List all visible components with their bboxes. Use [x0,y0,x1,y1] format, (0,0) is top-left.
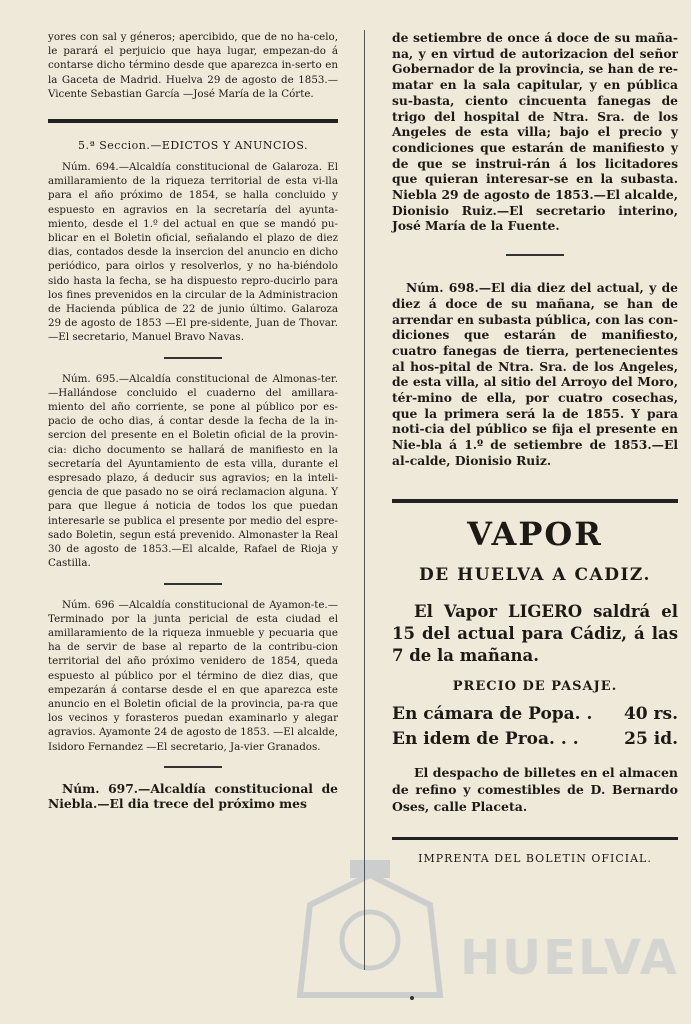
ticket-office-note: El despacho de billetes en el almacen de refino y comestibles de D. Bernardo Oses, calle Placeta. [392,764,678,814]
right-column [392,30,678,865]
watermark-text: HUELVA [460,930,679,986]
separator [164,766,222,768]
price-heading: PRECIO DE PASAJE. [452,678,618,694]
advert-route: DE HUELVA A CADIZ. [419,564,651,585]
column-divider [364,30,365,970]
page-dot [410,996,414,1000]
price-label: En idem de Proa. . . [392,728,579,749]
footer-rule [392,837,678,840]
advert-rule [392,499,678,503]
printer-imprint: IMPRENTA DEL BOLETIN OFICIAL. [418,851,652,865]
price-row-proa [392,727,678,752]
price-label: En cámara de Popa. . [392,703,593,724]
left-column [48,30,338,812]
notice-697-continued: de setiembre de once á doce de su maña-na, y en virtud de autorizacion del señor Gobernador de la provincia, se han de re-matar en la sala capitular, y en pública su-basta, ciento cincuenta fanegas de trigo del hospital de Ntra. Sra. de los Angeles de esta villa; bajo el precio y condiciones que estarán de manifiesto y de que se instrui-rán á los licitadores que quieran interesar-se en la subasta. Niebla 29 de agosto de 1853.—El alcalde, Dionisio Ruiz.—El secretario interino, José María de la Fuente. [392,30,678,234]
price-row-popa [392,702,678,727]
separator [506,254,564,256]
notice-697: Núm. 697.—Alcaldía constitucional de Niebla.—El dia trece del próximo mes [48,780,338,812]
separator [164,583,222,585]
price-value: 25 id. [624,728,678,749]
advert-title: VAPOR [467,514,603,553]
section-heading: 5.ª Seccion.—EDICTOS Y ANUNCIOS. [78,139,308,153]
notice-696: Núm. 696 —Alcaldía constitucional de Ayamon-te.—Terminado por la junta pericial de esta ciudad el amillaramiento de la riqueza inmueble y pecuaria que ha de servir de base al reparto de la contribu-cion territorial del año próximo venidero de 1854, queda espuesto al público por el término de diez dias, que empezarán á contarse desde el en que aparezca este anuncio en el Boletin oficial de la provincia, pa-ra que los vecinos y forasteros puedan examinarlo y alegar agravios. Ayamonte 24 de agosto de 1853. —El alcalde, Isidoro Fernandez —El secretario, Ja-vier Granados. [48,598,338,753]
section-rule [48,119,338,123]
notice-695: Núm. 695.—Alcaldía constitucional de Almonas-ter.—Hallándose concluido el cuaderno del amillara-miento del año corriente, se pone al público por es-pacio de ocho dias, á contar desde la fecha de la in-sercion del presente en el Boletin oficial de la provin-cia: dicho documento se hallará de manifiesto en la secretaría del Ayuntamiento de esta villa, durante el espresado plazo, á deducir sus agravios; en la inteli-gencia de que pasado no se oirá reclamacion alguna. Y para que llegue á noticia de todos los que puedan interesarle se publica el presente por medio del espre-sado Boletin, segun está prevenido. Almonaster la Real 30 de agosto de 1853.—El alcalde, Rafael de Rioja y Castilla. [48,372,338,570]
price-value: 40 rs. [623,703,678,724]
notice-694: Núm. 694.—Alcaldía constitucional de Galaroza. El amillaramiento de la riqueza territorial de esta vi-lla para el año próximo de 1854, se halla concluido y espuesto en agravios en la secretaría del ayunta-miento, desde el 1.º del actual en que se mandó pu-blicar en el Boletin oficial, señalando el plazo de diez dias, contados desde la insercion del anuncio en dicho periódico, para oirlos y resolverlos, y no ha-biéndolo sido hasta la fecha, se ha dispuesto repro-ducirlo para los fines prevenidos en la circular de la Administracion de Hacienda pública de 22 de junio último. Galaroza 29 de agosto de 1853 —El pre-sidente, Juan de Thovar.—El secretario, Manuel Bravo Navas. [48,161,338,344]
notice-698: Núm. 698.—El dia diez del actual, y de diez á doce de su mañana, se han de arrendar en subasta pública, con las con-diciones que estarán de manifiesto, cuatro fanegas de tierra, pertenecientes al hos-pital de Ntra. Sra. de los Angeles, de esta villa, al sitio del Arroyo del Moro, tér-mino de ella, por cuatro cosechas, que la primera será la de 1855. Y para noti-cia del público se fija el presente en Nie-bla á 1.º de setiembre de 1853.—El al-calde, Dionisio Ruiz. [392,280,678,468]
advert-body: El Vapor LIGERO saldrá el 15 del actual para Cádiz, á las 7 de la mañana. [392,601,678,665]
continued-notice: yores con sal y géneros; apercibido, que de no ha-celo, le parará el perjuicio que haya lugar, empezan-do á contarse dicho término desde que aparezca in-serto en la Gaceta de Madrid. Huelva 29 de agosto de 1853.—Vicente Sebastian García —José María de la Córte. [48,31,338,100]
separator [164,357,222,359]
